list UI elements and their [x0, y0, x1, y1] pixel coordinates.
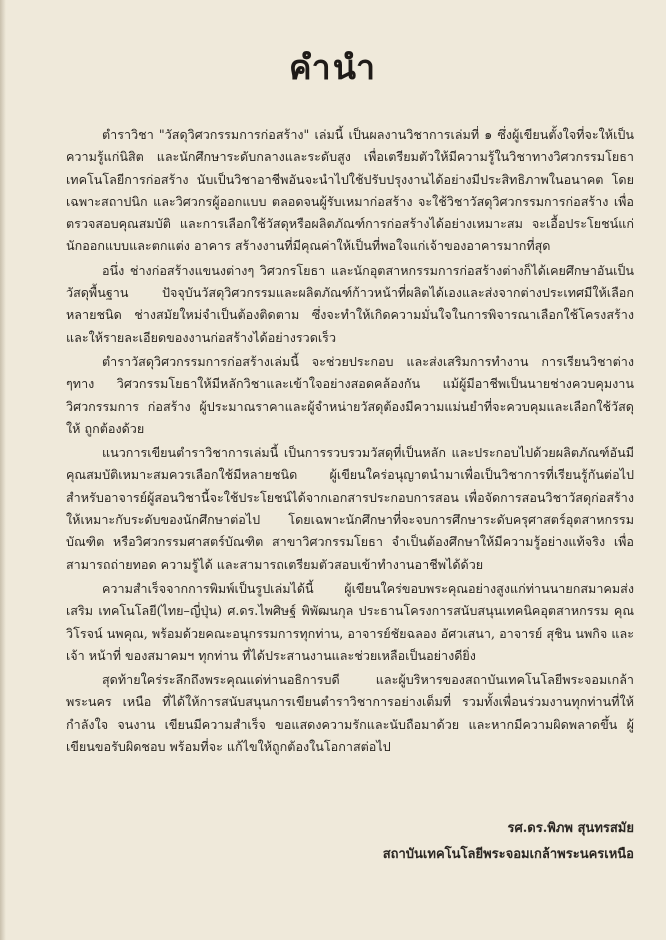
signature-block — [383, 816, 634, 868]
paragraph-1: ตำราวิชา "วัสดุวิศวกรรมการก่อสร้าง" เล่มนี้ เป็นผลงานวิชาการเล่มที่ ๑ ซึ่งผู้เขียนตั้งใจที่จะให้เป็นความรู้แก่นิสิต และนักศึกษาระดับกลางและระดับสูง เพื่อเตรียมตัวให้มีความรู้ในวิชาทางวิศวกรรมโยธา เทคโนโลยีการก่อสร้าง นับเป็นวิชาอาชีพอันจะนำไปใช้ปรับปรุงงานได้อย่างมีประสิทธิภาพในอนาคต โดยเฉพาะสถาปนิก และวิศวกรผู้ออกแบบ ตลอดจนผู้รับเหมาก่อสร้าง จะใช้วิชาวัสดุวิศวกรรมการก่อสร้าง เพื่อตรวจสอบคุณสมบัติ และการเลือกใช้วัสดุหรือผลิตภัณฑ์การก่อสร้างได้อย่างเหมาะสม จะเอื้อประโยชน์แก่นักออกแบบและตกแต่ง อาคาร สร้างงานที่มีคุณค่าให้เป็นที่พอใจแก่เจ้าของอาคารมากที่สุด — [66, 127, 634, 254]
preface-body — [66, 124, 634, 760]
paragraph-5: ความสำเร็จจากการพิมพ์เป็นรูปเล่มได้นี้ ผู้เขียนใคร่ขอบพระคุณอย่างสูงแก่ท่านนายกสมาคมส่งเสริม เทคโนโลยี(ไทย–ญี่ปุ่น) ศ.ดร.ไพศิษฐ์ พิพัฒนกุล ประธานโครงการสนับสนุนเทคนิคอุตสาหกรรม คุณวิโรจน์ นพคุณ, พร้อมด้วยคณะอนุกรรมการทุกท่าน, อาจารย์ชัยฉลอง อัศวเสนา, อาจารย์ สุชิน นพกิจ และเจ้า หน้าที่ ของสมาคมฯ ทุกท่าน ที่ได้ประสานงานและช่วยเหลือเป็นอย่างดียิ่ง — [66, 580, 634, 663]
author-institution: สถาบันเทคโนโลยีพระจอมเกล้าพระนครเหนือ — [382, 847, 634, 862]
page-title: คำนำ — [288, 48, 378, 88]
paragraph-6: สุดท้ายใคร่ระลึกถึงพระคุณแด่ท่านอธิการบดี และผู้บริหารของสถาบันเทคโนโลยีพระจอมเกล้าพระนคร เหนือ ที่ได้ให้การสนับสนุนการเขียนตำราวิชาการอย่างเต็มที่ รวมทั้งเพื่อนร่วมงานทุกท่านที่ให้กำลังใจ จนงาน เขียนมีความสำเร็จ ขอแสดงความรักและนับถือมาด้วย และหากมีความผิดพลาดขึ้น ผู้เขียนขอรับผิดชอบ พร้อมที่จะ แก้ไขให้ถูกต้องในโอกาสต่อไป — [66, 672, 634, 755]
author-name: รศ.ดร.พิภพ สุนทรสมัย — [507, 821, 634, 836]
paragraph-3: ตำราวัสดุวิศวกรรมการก่อสร้างเล่มนี้ จะช่วยประกอบ และส่งเสริมการทำงาน การเรียนวิชาต่าง ๆทาง วิศวกรรมโยธาให้มีหลักวิชาและเข้าใจอย่างสอดคล้องกัน แม้ผู้มีอาชีพเป็นนายช่างควบคุมงานวิศวกรรมการ ก่อสร้าง ผู้ประมาณราคาและผู้จำหน่ายวัสดุต้องมีความแม่นยำที่จะควบคุมและเลือกใช้วัสดุให้ ถูกต้องด้วย — [66, 353, 634, 436]
paragraph-2: อนึ่ง ช่างก่อสร้างแขนงต่างๆ วิศวกรโยธา และนักอุตสาหกรรมการก่อสร้างต่างก็ได้เคยศึกษาอันเป็นวัสดุพื้นฐาน ปัจจุบันวัสดุวิศวกรรมและผลิตภัณฑ์ก้าวหน้าที่ผลิตได้เองและส่งจากต่างประเทศมีให้เลือกหลายชนิด ช่างสมัยใหม่จำเป็นต้องติดตาม ซึ่งจะทำให้เกิดความมั่นใจในการพิจารณาเลือกใช้โครงสร้าง และให้รายละเอียดของงานก่อสร้างได้อย่างรวดเร็ว — [66, 262, 634, 345]
paragraph-4: แนวการเขียนตำราวิชาการเล่มนี้ เป็นการรวบรวมวัสดุที่เป็นหลัก และประกอบไปด้วยผลิตภัณฑ์อันมีคุณสมบัติเหมาะสมควรเลือกใช้มีหลายชนิด ผู้เขียนใคร่อนุญาตนำมาเพื่อเป็นวิชาการที่เรียนรู้กันต่อไป สำหรับอาจารย์ผู้สอนวิชานี้จะใช้ประโยชน์ได้จากเอกสารประกอบการสอน เพื่อจัดการสอนวิชาวัสดุก่อสร้าง ให้เหมาะกับระดับของนักศึกษาต่อไป โดยเฉพาะนักศึกษาที่จะจบการศึกษาระดับครุศาสตร์อุตสาหกรรม บัณฑิต หรือวิศวกรรมศาสตร์บัณฑิต สาขาวิศวกรรมโยธา จำเป็นต้องศึกษาให้มีความรู้อย่างแท้จริง เพื่อสามารถถ่ายทอด ความรู้ได้ และสามารถเตรียมตัวสอบเข้าทำงานอาชีพได้ด้วย — [66, 445, 634, 572]
